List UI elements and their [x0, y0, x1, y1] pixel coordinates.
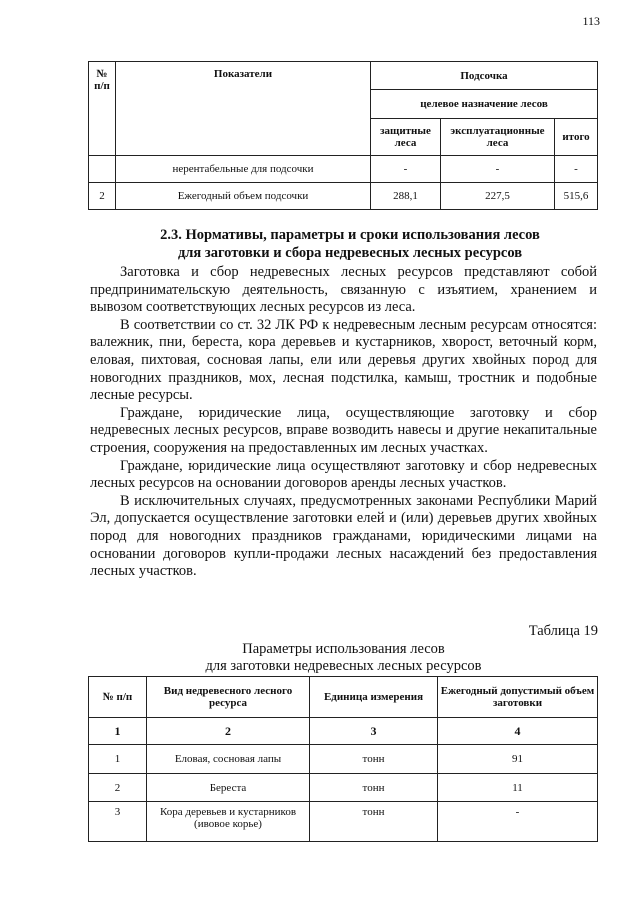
page-number: 113	[582, 14, 600, 28]
column-numbers-row: 1 2 3 4	[89, 718, 598, 745]
table-row: 3 Кора деревьев и кустарников (ивовое корье) тонн -	[89, 802, 598, 842]
paragraph: Граждане, юридические лица, осуществляющие заготовку и сбор недревесных лесных ресурсов, вправе возводить навесы и другие некапитальные строения, сооружения на предоставленных им лесных участках.	[90, 404, 597, 456]
col-num-header: № п/п	[89, 62, 116, 156]
col-group-header: Подсочка	[371, 62, 598, 90]
table-row: 2 Ежегодный объем подсочки 288,1 227,5 515,6	[89, 183, 598, 210]
table-row: нерентабельные для подсочки - - -	[89, 156, 598, 183]
col-exploitation-header: эксплуатационные леса	[441, 119, 555, 156]
col-unit-header: Единица измерения	[310, 677, 438, 718]
col-protective-header: защитные леса	[371, 119, 441, 156]
section-heading: 2.3. Нормативы, параметры и сроки использования лесов для заготовки и сбора недревесных лесных ресурсов	[160, 227, 540, 261]
paragraph: Заготовка и сбор недревесных лесных ресурсов представляют собой предпринимательскую деятельность, связанную с изъятием, хранением и вывозом соответствующих лесных ресурсов из леса.	[90, 264, 597, 316]
table-caption: Параметры использования лесов для заготовки недревесных лесных ресурсов	[205, 641, 482, 674]
nonwood-resources-table	[88, 676, 598, 842]
col-indicators-header: Показатели	[116, 62, 371, 156]
paragraph: В исключительных случаях, предусмотренных законами Республики Марий Эл, допускается осуществление заготовки елей и (или) деревьев других хвойных пород для новогодних праздников гражданами, юридическими лицами на основании договоров купли-продажи лесных насаждений без предоставления лесных участков.	[90, 492, 597, 580]
table-row: 1 Еловая, сосновая лапы тонн 91	[89, 745, 598, 774]
col-volume-header: Ежегодный допустимый объем заготовки	[438, 677, 598, 718]
harvesting-table	[88, 61, 598, 210]
paragraph: Граждане, юридические лица осуществляют заготовку и сбор недревесных лесных ресурсов на основании договоров аренды лесных участков.	[90, 457, 597, 492]
paragraph: В соответствии со ст. 32 ЛК РФ к недревесным лесным ресурсам относятся: валежник, пни, береста, кора деревьев и кустарников, хворост, веточный корм, еловая, пихтовая, сосновая лапы, ели или деревья других хвойных пород для новогодних праздников, мох, лесная подстилка, камыш, тростник и подобные лесные ресурсы.	[90, 316, 597, 404]
col-type-header: Вид недревесного лесного ресурса	[147, 677, 310, 718]
col-num-header: № п/п	[89, 677, 147, 718]
table-row: 2 Береста тонн 11	[89, 774, 598, 802]
col-purpose-header: целевое назначение лесов	[371, 90, 598, 119]
table-label: Таблица 19	[528, 623, 598, 639]
col-total-header: итого	[555, 119, 598, 156]
section-body	[90, 264, 597, 581]
